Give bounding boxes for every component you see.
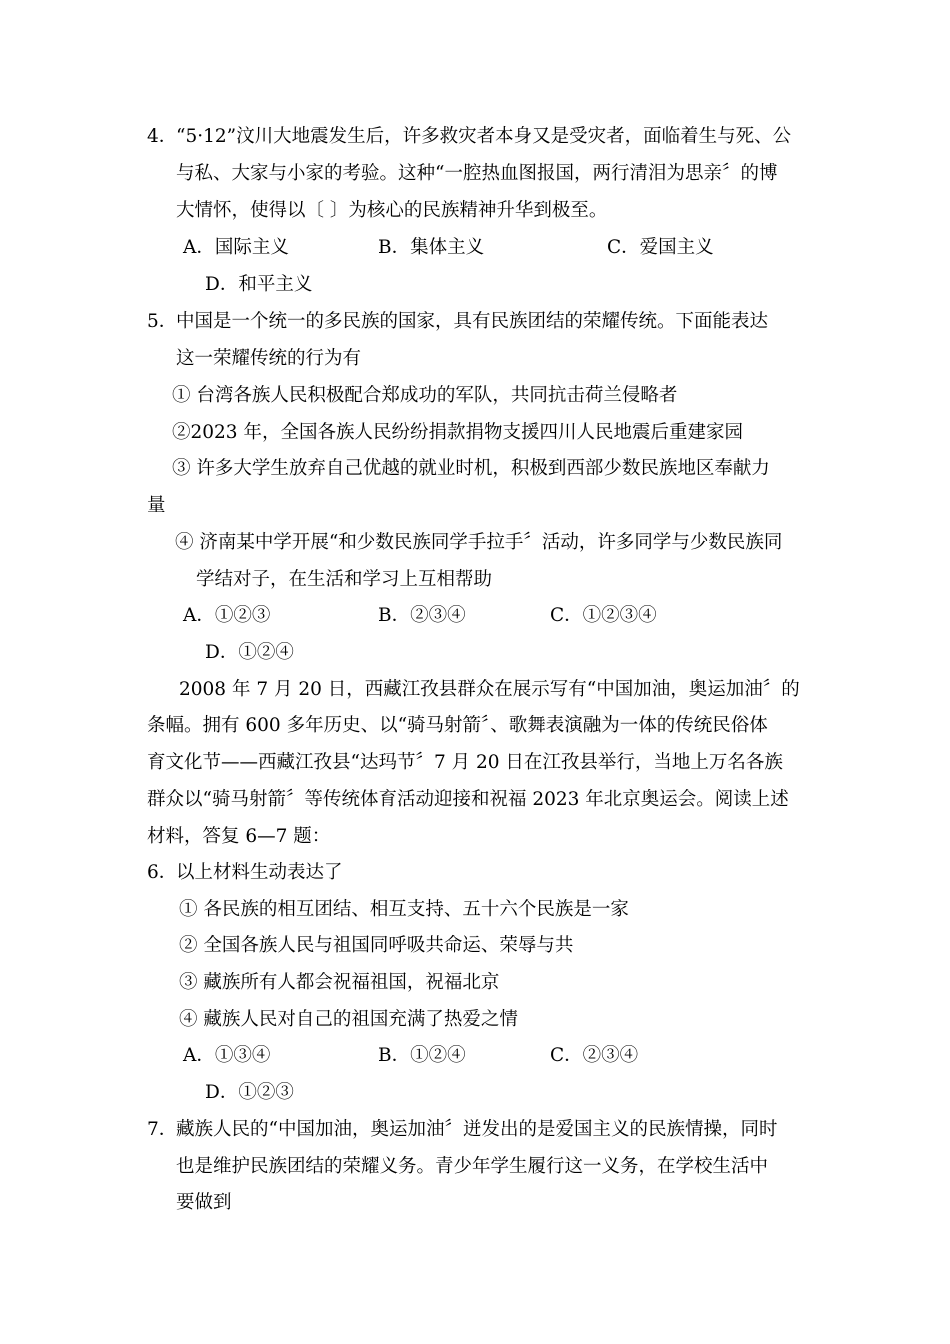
statement-item-continued: 学结对子，在生活和学习上互相帮助 [196, 569, 493, 590]
question-number: 7． [147, 1119, 178, 1140]
statement-item: ③ 许多大学生放弃自己优越的就业时机，积极到西部少数民族地区奉献力 [172, 458, 770, 479]
statement-item: ③ 藏族所有人都会祝福祖国，祝福北京 [179, 972, 500, 993]
option-a: A．①②③ [183, 605, 271, 626]
question-text-line: 中国是一个统一的多民族的国家，具有民族团结的荣耀传统。下面能表达 [176, 311, 769, 332]
statement-item: ① 台湾各族人民积极配合郑成功的军队，共同抗击荷兰侵略者 [172, 385, 678, 406]
question-text-line: 也是维护民族团结的荣耀义务。青少年学生履行这一义务，在学校生活中 [176, 1156, 769, 1177]
option-c: C．爱国主义 [607, 237, 714, 258]
option-c: C．②③④ [550, 1045, 639, 1066]
question-number: 4． [147, 126, 178, 147]
option-d: D．和平主义 [205, 274, 313, 295]
option-d: D．①②③ [205, 1082, 294, 1103]
option-a: A．①③④ [183, 1045, 271, 1066]
passage-line: 2008 年 7 月 20 日，西藏江孜县群众在展示写有“中国加油，奥运加油〞的 [179, 679, 800, 700]
passage-line: 群众以“骑马射箭〞等传统体育活动迎接和祝福 2023 年北京奥运会。阅读上述 [147, 789, 789, 810]
passage-line: 条幅。拥有 600 多年历史、以“骑马射箭〞、歌舞表演融为一体的传统民俗体 [147, 715, 768, 736]
option-c: C．①②③④ [550, 605, 657, 626]
statement-item: ④ 藏族人民对自己的祖国充满了热爱之情 [179, 1009, 518, 1030]
option-b: B．集体主义 [378, 237, 485, 258]
question-text-line: 要做到 [176, 1192, 232, 1213]
passage-line: 育文化节——西藏江孜县“达玛节〞7 月 20 日在江孜县举行，当地上万名各族 [147, 752, 783, 773]
passage-line: 材料，答复 6—7 题： [147, 826, 331, 847]
question-text-line: 这一荣耀传统的行为有 [176, 348, 362, 369]
option-b: B．②③④ [378, 605, 466, 626]
question-text-line: “5·12”汶川大地震发生后，许多救灾者本身又是受灾者，面临着生与死、公 [176, 126, 792, 147]
question-number: 6． [147, 862, 178, 883]
question-text-line: 大情怀，使得以〔 〕为核心的民族精神升华到极至。 [176, 200, 608, 221]
statement-item: ① 各民族的相互团结、相互支持、五十六个民族是一家 [179, 899, 629, 920]
option-d: D．①②④ [205, 642, 294, 663]
question-text-line: 以上材料生动表达了 [176, 862, 343, 883]
statement-item: ④ 济南某中学开展“和少数民族同学手拉手〞活动，许多同学与少数民族同 [175, 532, 783, 553]
option-b: B．①②④ [378, 1045, 466, 1066]
statement-item: ② 全国各族人民与祖国同呼吸共命运、荣辱与共 [179, 935, 574, 956]
option-a: A．国际主义 [183, 237, 289, 258]
statement-item: ②2023 年，全国各族人民纷纷捐款捐物支援四川人民地震后重建家园 [172, 422, 743, 443]
question-text-line: 藏族人民的“中国加油，奥运加油〞迸发出的是爱国主义的民族情操，同时 [176, 1119, 778, 1140]
question-text-line: 与私、大家与小家的考验。这种“一腔热血图报国，两行清泪为思亲〞的博 [176, 163, 778, 184]
statement-item-continued: 量 [147, 495, 166, 516]
question-number: 5． [147, 311, 178, 332]
